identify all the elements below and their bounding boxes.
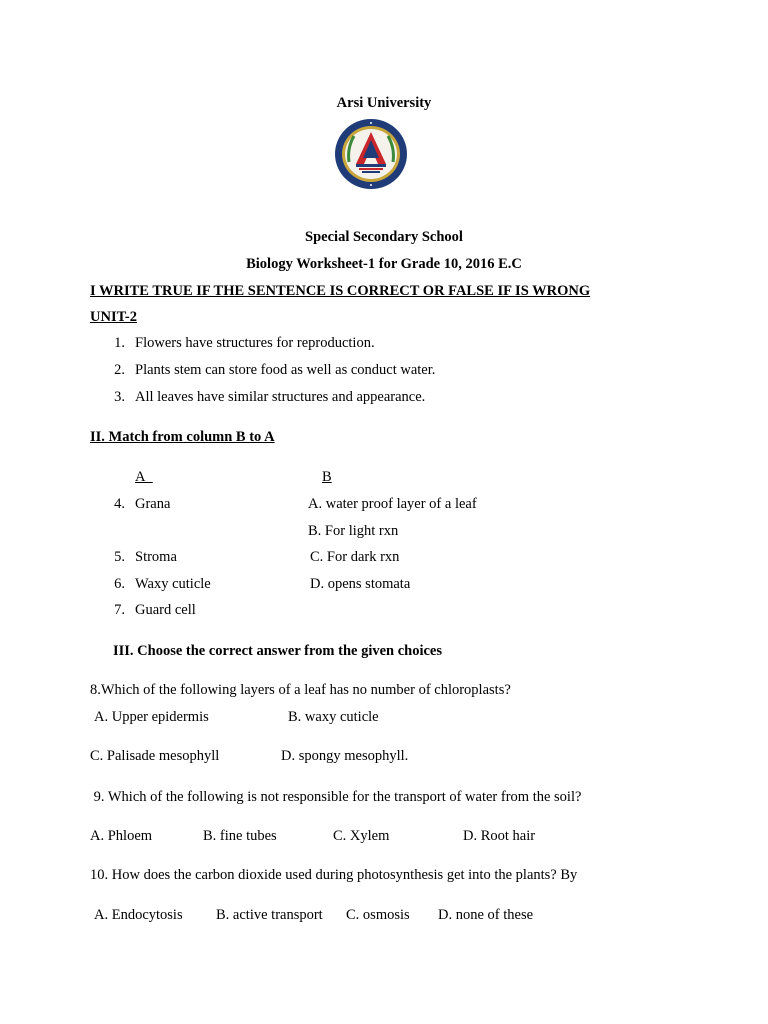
choice: A. Endocytosis (94, 907, 183, 923)
match-item-b: A. water proof layer of a leaf (308, 496, 477, 512)
section1-heading: I WRITE TRUE IF THE SENTENCE IS CORRECT OR FALSE IF IS WRONG (90, 283, 591, 299)
match-item-b: D. opens stomata (310, 576, 411, 592)
list-item (103, 388, 425, 406)
list-item (103, 361, 435, 379)
item-number: 2. (114, 362, 125, 378)
item-number: 3. (114, 389, 125, 405)
question-text: 10. How does the carbon dioxide used during photosynthesis get into the plants? By (90, 867, 578, 883)
item-number: 7. (114, 602, 125, 618)
question-text: 8.Which of the following layers of a leaf has no number of chloroplasts? (90, 682, 511, 698)
match-item-b: C. For dark rxn (310, 549, 400, 565)
question-text: 9. Which of the following is not responsible for the transport of water from the soil? (90, 789, 582, 805)
choice: C. Xylem (333, 828, 390, 844)
item-text: Flowers have structures for reproduction. (135, 335, 375, 351)
choice: B. waxy cuticle (288, 709, 379, 725)
worksheet-title: Biology Worksheet-1 for Grade 10, 2016 E.C (246, 256, 522, 272)
match-item-a (103, 548, 177, 566)
item-number: 5. (114, 549, 125, 565)
choice: D. none of these (438, 907, 534, 923)
choice: A. Upper epidermis (94, 709, 209, 725)
item-text: Guard cell (135, 602, 196, 618)
school-name: Special Secondary School (305, 229, 463, 245)
column-a-header: A (135, 469, 146, 485)
choice: C. osmosis (346, 907, 410, 923)
choice: B. fine tubes (203, 828, 277, 844)
choice: D. Root hair (463, 828, 536, 844)
item-number: 1. (114, 335, 125, 351)
unit-label: UNIT-2 (90, 309, 138, 325)
item-number: 4. (114, 496, 125, 512)
match-item-a (103, 575, 211, 593)
item-number: 6. (114, 576, 125, 592)
column-b-header: B (322, 469, 332, 485)
match-item-b: B. For light rxn (308, 523, 399, 539)
university-name: Arsi University (336, 95, 432, 111)
match-item-a (103, 601, 196, 619)
section2-heading: II. Match from column B to A (90, 429, 275, 445)
match-item-a (103, 495, 170, 513)
section3-heading: III. Choose the correct answer from the given choices (113, 643, 443, 659)
item-text: Plants stem can store food as well as conduct water. (135, 362, 436, 378)
university-seal-icon (334, 118, 408, 190)
item-text: All leaves have similar structures and appearance. (135, 389, 426, 405)
item-text: Waxy cuticle (135, 576, 211, 592)
list-item (103, 334, 375, 352)
choice: A. Phloem (90, 828, 153, 844)
item-text: Grana (135, 496, 171, 512)
item-text: Stroma (135, 549, 177, 565)
choice: D. spongy mesophyll. (281, 748, 409, 764)
choice: B. active transport (216, 907, 323, 923)
choice: C. Palisade mesophyll (90, 748, 220, 764)
